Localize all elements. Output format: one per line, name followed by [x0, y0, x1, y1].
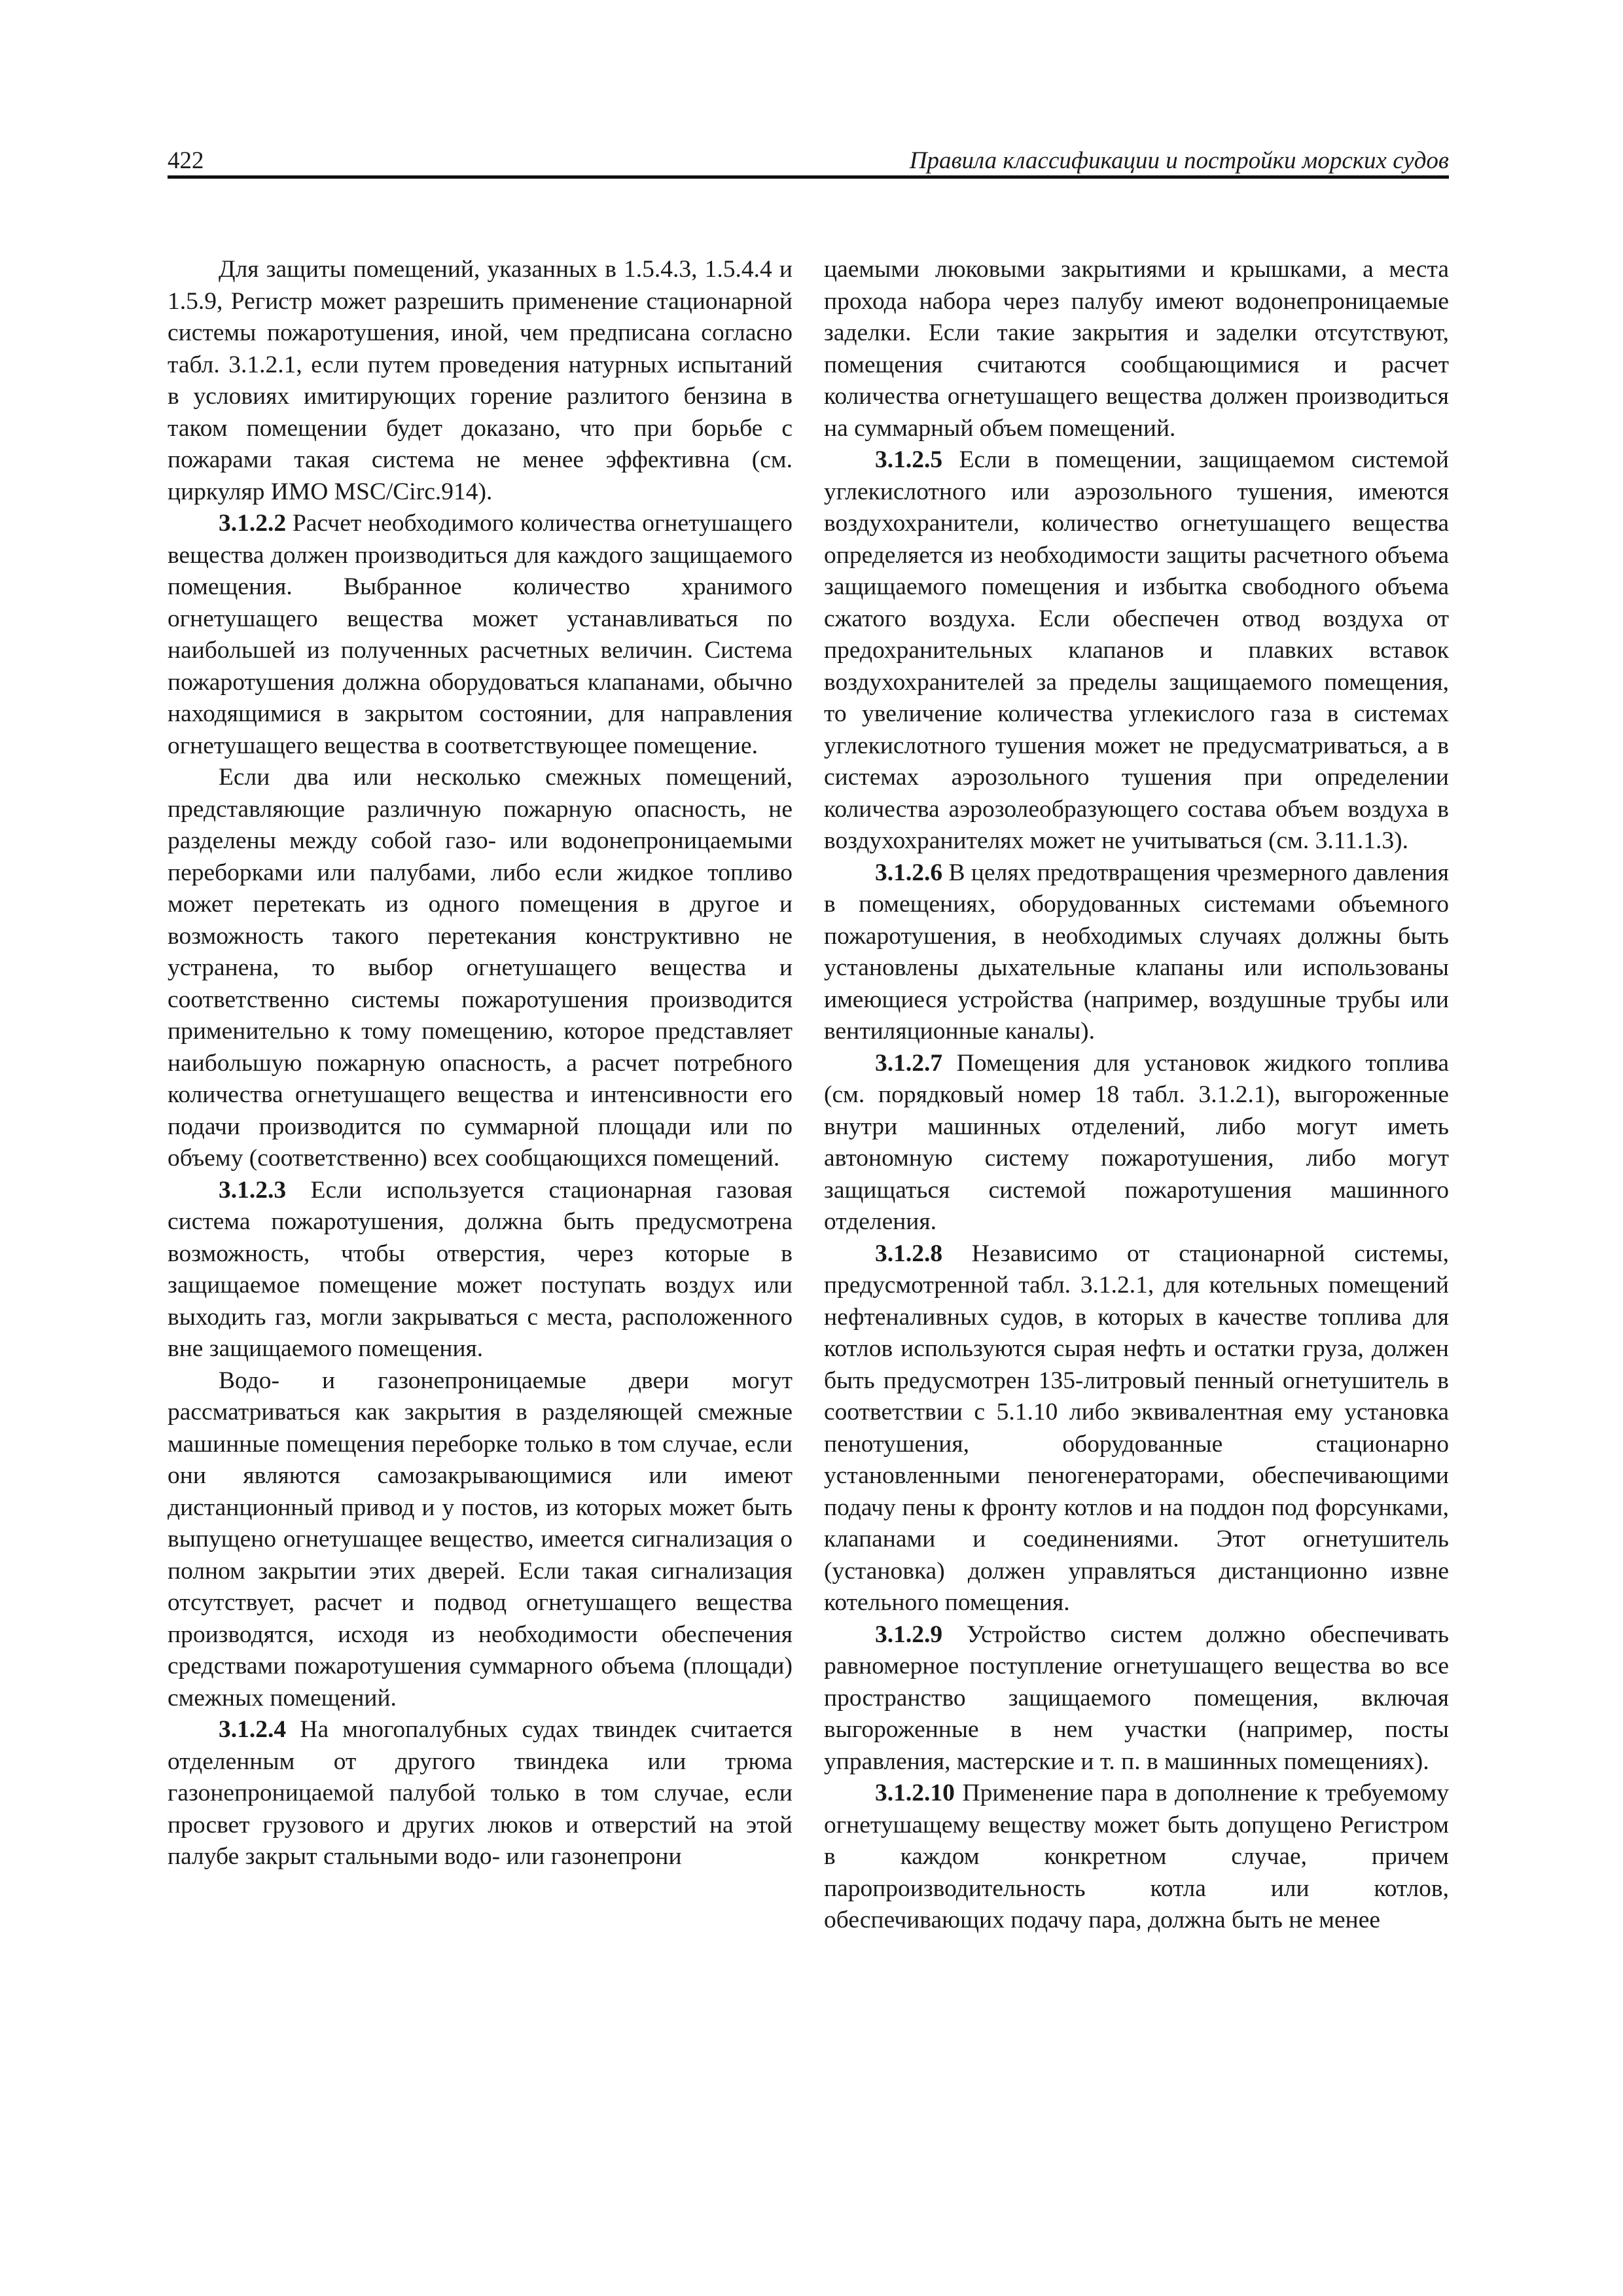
right-column — [824, 254, 1449, 2100]
paragraph-text: Независимо от стационарной системы, предусмотренной табл. 3.1.2.1, для котельных помещений нефтеналивных судов, в которых в качестве топлива для котлов используются сырая нефть и остатки груза, должен быть предусмотрен 135-литровый пенный огнетушитель в соответствии с 5.1.10 либо эквивалентная ему установка пенотушения, оборудованные стационарно установленными пеногенераторами, обеспечивающими подачу пены к фронту котлов и на поддон под форсунками, клапанами и соединениями. Этот огнетушитель (установка) должен управляться дистанционно извне котельного помещения. — [824, 1240, 1449, 1616]
paragraph — [824, 1619, 1449, 1778]
running-title: Правила классификации и постройки морских судов — [909, 147, 1449, 174]
paragraph-text: Если два или несколько смежных помещений, представляющие различную пожарную опасность, не разделены между собой газо- или водонепроницаемыми переборками или палубами, либо если жидкое топливо может перетекать из одного помещения в другое и возможность такого перетекания конструктивно не устранена, то выбор огнетушащего вещества и соответственно системы пожаротушения производится применительно к тому помещению, которое представляет наибольшую пожарную опасность, а расчет потребного количества огнетушащего вещества и интенсивности его подачи производится по суммарной площади или по объему (соответственно) всех сообщающихся помещений. — [168, 764, 793, 1172]
paragraph — [168, 254, 793, 508]
section-number: 3.1.2.5 — [875, 446, 943, 473]
paragraph-text: Водо- и газонепроницаемые двери могут рассматриваться как закрытия в разделяющей смежные машинные помещения переборке только в том случае, если они являются самозакрывающимися или имеют дистанционный привод и у постов, из которых может быть выпущено огнетушащее вещество, имеется сигнализация о полном закрытии этих дверей. Если такая сигнализация отсутствует, расчет и подвод огнетушащего вещества производятся, исходя из необходимости обеспечения средствами пожаротушения суммарного объема (площади) смежных помещений. — [168, 1367, 793, 1712]
paragraph — [168, 762, 793, 1175]
paragraph — [824, 1778, 1449, 1937]
section-number: 3.1.2.9 — [875, 1621, 943, 1648]
paragraph-text: Если используется стационарная газовая система пожаротушения, должна быть предусмотрена возможность, чтобы отверстия, через которые в защищаемое помещение может поступать воздух или выходить газ, могли закрываться с места, расположенного вне защищаемого помещения. — [168, 1176, 793, 1362]
header-rule — [168, 175, 1449, 179]
paragraph — [824, 444, 1449, 857]
section-number: 3.1.2.4 — [219, 1716, 287, 1743]
paragraph-continuation — [824, 254, 1449, 444]
section-number: 3.1.2.6 — [875, 859, 943, 886]
paragraph-text: цаемыми люковыми закрытиями и крышками, а места прохода набора через палубу имеют водонепроницаемые заделки. Если такие закрытия и заделки отсутствуют, помещения считаются сообщающимися и расчет количества огнетушащего вещества должен производиться на суммарный объем помещений. — [824, 256, 1449, 442]
section-number: 3.1.2.10 — [875, 1780, 955, 1806]
paragraph — [824, 1048, 1449, 1238]
paragraph — [824, 1238, 1449, 1619]
page-number: 422 — [168, 147, 204, 174]
section-number: 3.1.2.7 — [875, 1049, 943, 1077]
paragraph-text: Если в помещении, защищаемом системой углекислотного или аэрозольного тушения, имеются воздухохранители, количество огнетушащего вещества определяется из необходимости защиты расчетного объема защищаемого помещения и избытка свободного объема сжатого воздуха. Если обеспечен отвод воздуха от предохранительных клапанов и плавких вставок воздухохранителей за пределы защищаемого помещения, то увеличение количества углекислого газа в системах углекислотного тушения может не предусматриваться, а в системах аэрозольного тушения при определении количества аэрозолеобразующего состава объем воздуха в воздухохранителях может не учитываться (см. 3.11.1.3). — [824, 446, 1449, 854]
paragraph-text: Устройство систем должно обеспечивать равномерное поступление огнетушащего вещества во все пространство защищаемого помещения, включая выгороженные в нем участки (например, посты управления, мастерские и т. п. в машинных помещениях). — [824, 1621, 1449, 1775]
paragraph — [168, 1175, 793, 1365]
paragraph-text: Применение пара в дополнение к требуемому огнетушащему веществу может быть допущено Регистром в каждом конкретном случае, причем паропроизводительность котла или котлов, обеспечивающих подачу пара, должна быть не менее — [824, 1780, 1449, 1933]
paragraph-text: В целях предотвращения чрезмерного давления в помещениях, оборудованных системами объемного пожаротушения, в необходимых случаях должны быть установлены дыхательные клапаны или использованы имеющиеся устройства (например, воздушные трубы или вентиляционные каналы). — [824, 859, 1449, 1045]
paragraph — [824, 857, 1449, 1048]
paragraph — [168, 1365, 793, 1715]
section-number: 3.1.2.3 — [219, 1176, 287, 1204]
paragraph — [168, 508, 793, 762]
left-column — [168, 254, 793, 2100]
section-number: 3.1.2.2 — [219, 510, 287, 537]
paragraph — [168, 1714, 793, 1873]
page-header — [168, 140, 1449, 177]
section-number: 3.1.2.8 — [875, 1240, 943, 1267]
paragraph-text: На многопалубных судах твиндек считается отделенным от другого твиндека или трюма газонепроницаемой палубой только в том случае, если просвет грузового и других люков и отверстий на этой палубе закрыт стальными водо- или газонепрони — [168, 1716, 793, 1870]
paragraph-text: Помещения для установок жидкого топлива (см. порядковый номер 18 табл. 3.1.2.1), выгороженные внутри машинных отделений, либо могут иметь автономную систему пожаротушения, либо могут защищаться системой пожаротушения машинного отделения. — [824, 1049, 1449, 1235]
paragraph-text: Для защиты помещений, указанных в 1.5.4.3, 1.5.4.4 и 1.5.9, Регистр может разрешить применение стационарной системы пожаротушения, иной, чем предписана согласно табл. 3.1.2.1, если путем проведения натурных испытаний в условиях имитирующих горение разлитого бензина в таком помещении будет доказано, что при борьбе с пожарами такая система не менее эффективна (см. циркуляр ИМО MSC/Circ.914). — [168, 256, 793, 505]
paragraph-text: Расчет необходимого количества огнетушащего вещества должен производиться для каждого защищаемого помещения. Выбранное количество хранимого огнетушащего вещества может устанавливаться по наибольшей из полученных расчетных величин. Система пожаротушения должна оборудоваться клапанами, обычно находящимися в закрытом состоянии, для направления огнетушащего вещества в соответствующее помещение. — [168, 510, 793, 759]
